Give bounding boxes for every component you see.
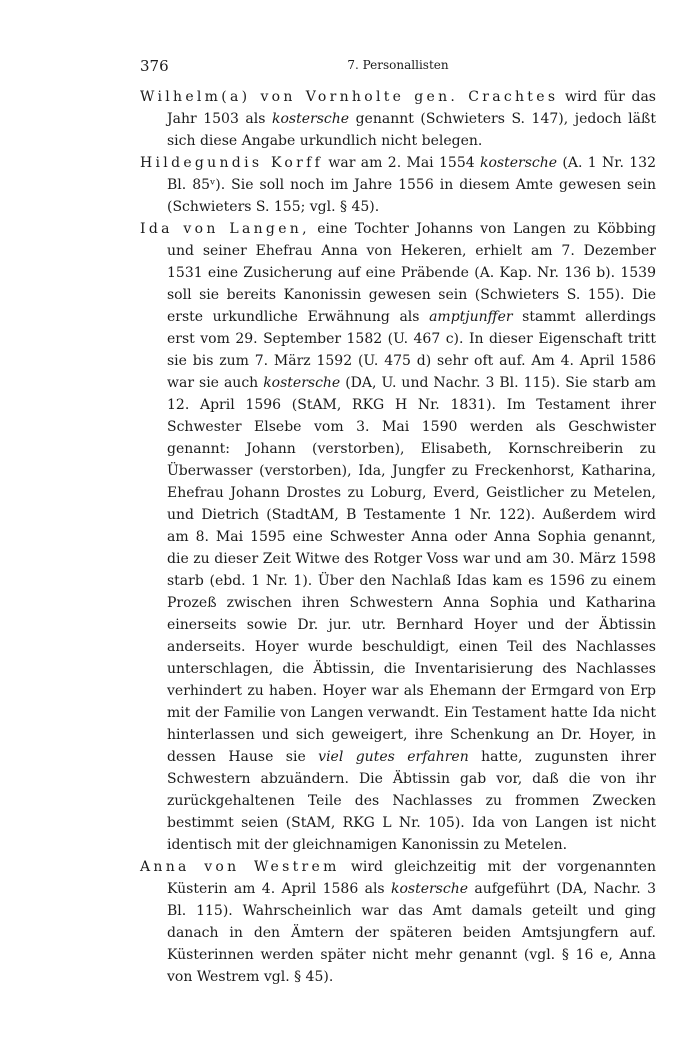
page-number: 376 bbox=[140, 57, 169, 75]
entry-name: Ida von Langen bbox=[140, 221, 303, 237]
entry-italic-term: kostersche bbox=[390, 881, 468, 897]
entry-hildegundis-korff bbox=[140, 152, 656, 218]
entry-name-separator: , bbox=[302, 221, 310, 237]
entry-text: eine Tochter Johanns von Langen zu Köbbing und seiner Ehefrau Anna von Hekeren, erhielt am 7. Dezember 1531 eine Zusicherung auf eine Präbende (A. Kap. Nr. 136 b). 1539 soll sie bereits Kanonissin gewesen sein (Schwieters S. 155). Die erste urkundliche Erwähnung als bbox=[167, 221, 657, 325]
entry-italic-term: amptjunffer bbox=[429, 309, 513, 325]
entry-text: war am 2. Mai 1554 bbox=[323, 155, 481, 171]
entry-text: stammt allerdings erst vom 29. September 1582 (U. 467 c). In dieser Eigenschaft tritt sie bis zum 7. März 1592 (U. 475 d) sehr oft auf. Am 4. April 1586 war sie auch bbox=[167, 309, 656, 391]
entry-name: Wilhelm(a) von Vornholte gen. Crachtes bbox=[140, 89, 559, 105]
page-header bbox=[140, 57, 656, 77]
entry-ida-von-langen bbox=[140, 218, 656, 856]
running-title: 7. Personallisten bbox=[347, 58, 449, 72]
entry-text: wird für das Jahr 1503 als bbox=[167, 89, 656, 127]
page-body bbox=[140, 86, 656, 988]
entry-text: genannt (Schwieters S. 147), jedoch läßt sich diese Angabe urkundlich nicht belegen. bbox=[167, 111, 656, 149]
entry-italic-term: kostersche bbox=[480, 155, 558, 171]
entry-italic-term: kostersche bbox=[263, 375, 341, 391]
entry-text: (A. 1 Nr. 132 Bl. 85ᵛ). Sie soll noch im Jahre 1556 in diesem Amte gewesen sein (Schwieters S. 155; vgl. § 45). bbox=[167, 155, 656, 215]
entry-italic-term: kostersche bbox=[272, 111, 350, 127]
entry-anna-von-westrem bbox=[140, 856, 656, 988]
entry-text: wird gleichzeitig mit der vorgenannten Küsterin am 4. April 1586 als bbox=[167, 859, 656, 897]
entry-text: hatte, zugunsten ihrer Schwestern abzuändern. Die Äbtissin gab vor, daß die von ihr zurückgehaltenen Teile des Nachlasses zu frommen Zwecken bestimmt seien (StAM, RKG L Nr. 105). Ida von Langen ist nicht identisch mit der gleichnamigen Kanonissin zu Metelen. bbox=[167, 749, 656, 853]
entry-name: Anna von Westrem bbox=[140, 859, 340, 875]
entry-text: (DA, U. und Nachr. 3 Bl. 115). Sie starb am 12. April 1596 (StAM, RKG H Nr. 1831). Im Testament ihrer Schwester Elsebe vom 3. Mai 1590 werden als Geschwister genannt: Johann (verstorben), Elisabeth, Kornschreiberin zu Überwasser (verstorben), Ida, Jungfer zu Freckenhorst, Katharina, Ehefrau Johann Drostes zu Loburg, Everd, Geistlicher zu Metelen, und Dietrich (StadtAM, B Testamente 1 Nr. 122). Außerdem wird am 8. Mai 1595 eine Schwester Anna oder Anna Sophia genannt, die zu dieser Zeit Witwe des Rotger Voss war und am 30. März 1598 starb (ebd. 1 Nr. 1). Über den Nachlaß Idas kam es 1596 zu einem Prozeß zwischen ihren Schwestern Anna Sophia und Katharina einerseits sowie Dr. jur. utr. Bernhard Hoyer und der Äbtissin anderseits. Hoyer wurde beschuldigt, einen Teil des Nachlasses unterschlagen, die Äbtissin, die Inventarisierung des Nachlasses verhindert zu haben. Hoyer war als Ehemann der Ermgard von Erp mit der Familie von Langen verwandt. Ein Testament hatte Ida nicht hinterlassen und sich geweigert, ihre Schenkung an Dr. Hoyer, in dessen Hause sie bbox=[167, 375, 656, 765]
entry-name: Hildegundis Korff bbox=[140, 155, 324, 171]
entry-text: aufgeführt (DA, Nachr. 3 Bl. 115). Wahrscheinlich war das Amt damals geteilt und ging danach in den Ämtern der späteren beiden Amtsjungfern auf. Küsterinnen werden später nicht mehr genannt (vgl. § 16 e, Anna von Westrem vgl. § 45). bbox=[167, 881, 656, 985]
entry-wilhelma-von-vornholte bbox=[140, 86, 656, 152]
entry-italic-quote: viel gutes erfahren bbox=[318, 749, 469, 765]
